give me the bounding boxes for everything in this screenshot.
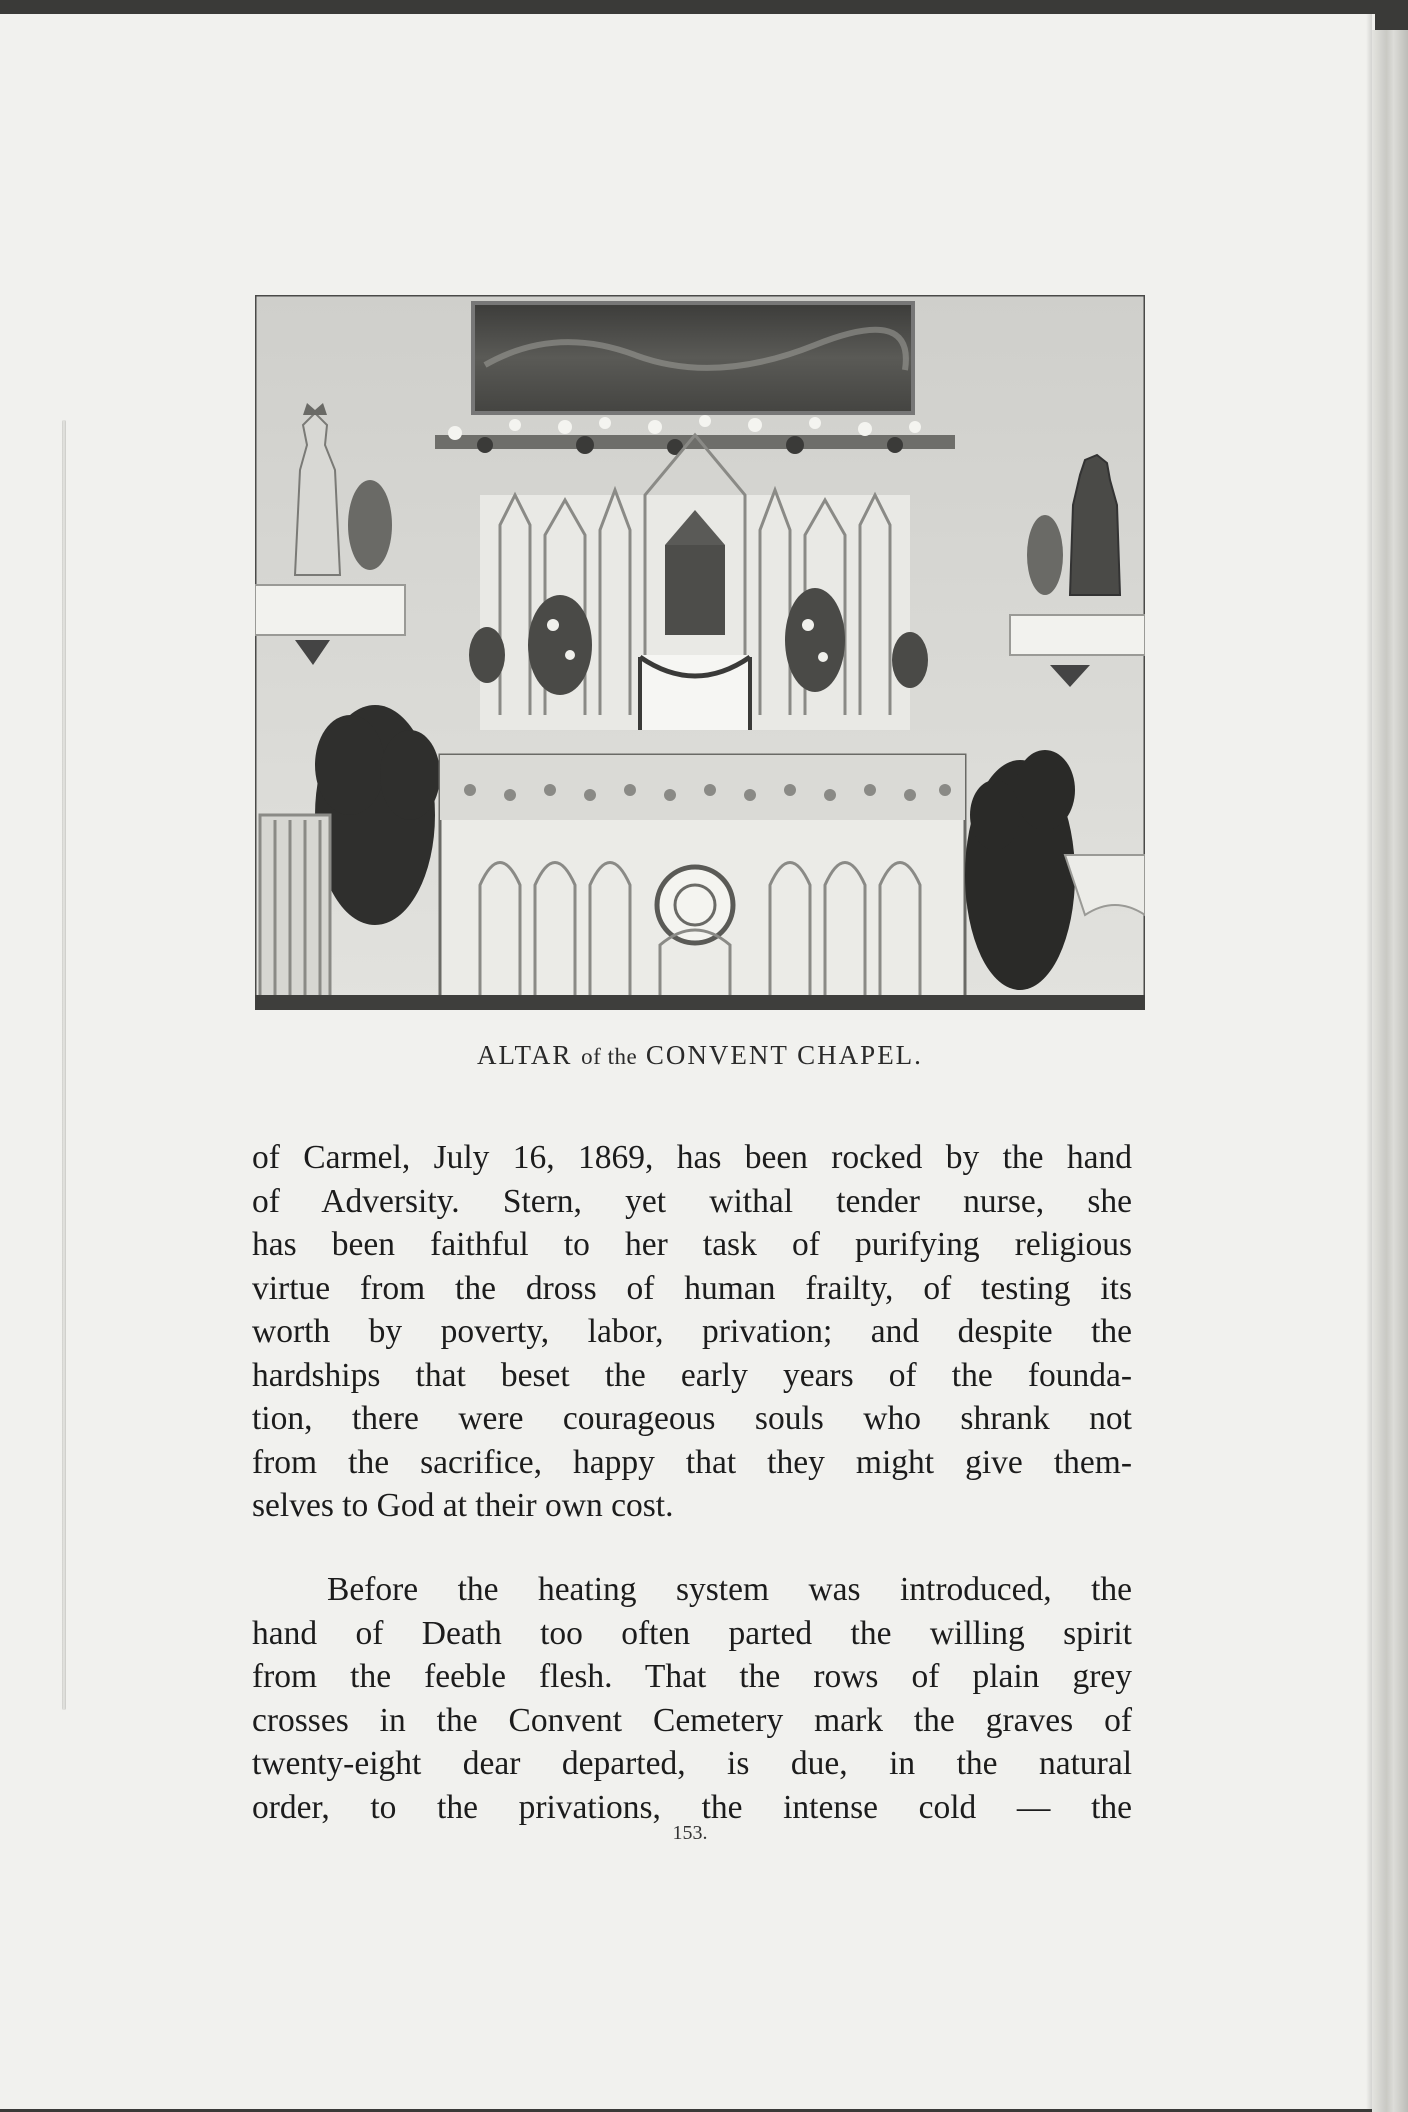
text-line: of Adversity. Stern, yet withal tender nurse, she <box>252 1182 1132 1220</box>
text-line: of Carmel, July 16, 1869, has been rocked by the hand <box>252 1139 1132 1176</box>
text-line: hardships that beset the early years of the founda- <box>252 1356 1132 1394</box>
caption-of-the: of the <box>581 1044 638 1069</box>
photo-caption <box>255 1040 1145 1071</box>
text-line: virtue from the dross of human frailty, of testing its <box>252 1269 1132 1307</box>
text-line: tion, there were courageous souls who shrank not <box>252 1400 1132 1437</box>
text-line: order, to the privations, the intense cold — the <box>252 1788 1132 1826</box>
margin-rule <box>62 420 66 1710</box>
text-line: selves to God at their own cost. <box>252 1487 674 1524</box>
text-line-first <box>252 1568 1132 1612</box>
page-number: 153. <box>672 1822 708 1844</box>
caption-altar: ALTAR <box>477 1040 582 1070</box>
paragraph-1 <box>252 1136 1132 1528</box>
page-stack-edge <box>1372 30 1408 2112</box>
text-line: crosses in the Convent Cemetery mark the graves of <box>252 1701 1132 1739</box>
text-line: worth by poverty, labor, privation; and despite the <box>252 1313 1132 1350</box>
caption-convent-chapel: CONVENT CHAPEL. <box>637 1040 923 1070</box>
text-line: from the sacrifice, happy that they might give them- <box>252 1443 1132 1481</box>
text-line: hand of Death too often parted the willing spirit <box>252 1614 1132 1652</box>
paragraph-2 <box>252 1568 1132 1829</box>
text-line: from the feeble flesh. That the rows of plain grey <box>252 1658 1132 1695</box>
text-line: twenty-eight dear departed, is due, in the natural <box>252 1745 1132 1782</box>
text-line: has been faithful to her task of purifying religious <box>252 1226 1132 1263</box>
text-line: Before the heating system was introduced, the <box>327 1571 1132 1608</box>
altar-photograph <box>255 295 1145 1010</box>
